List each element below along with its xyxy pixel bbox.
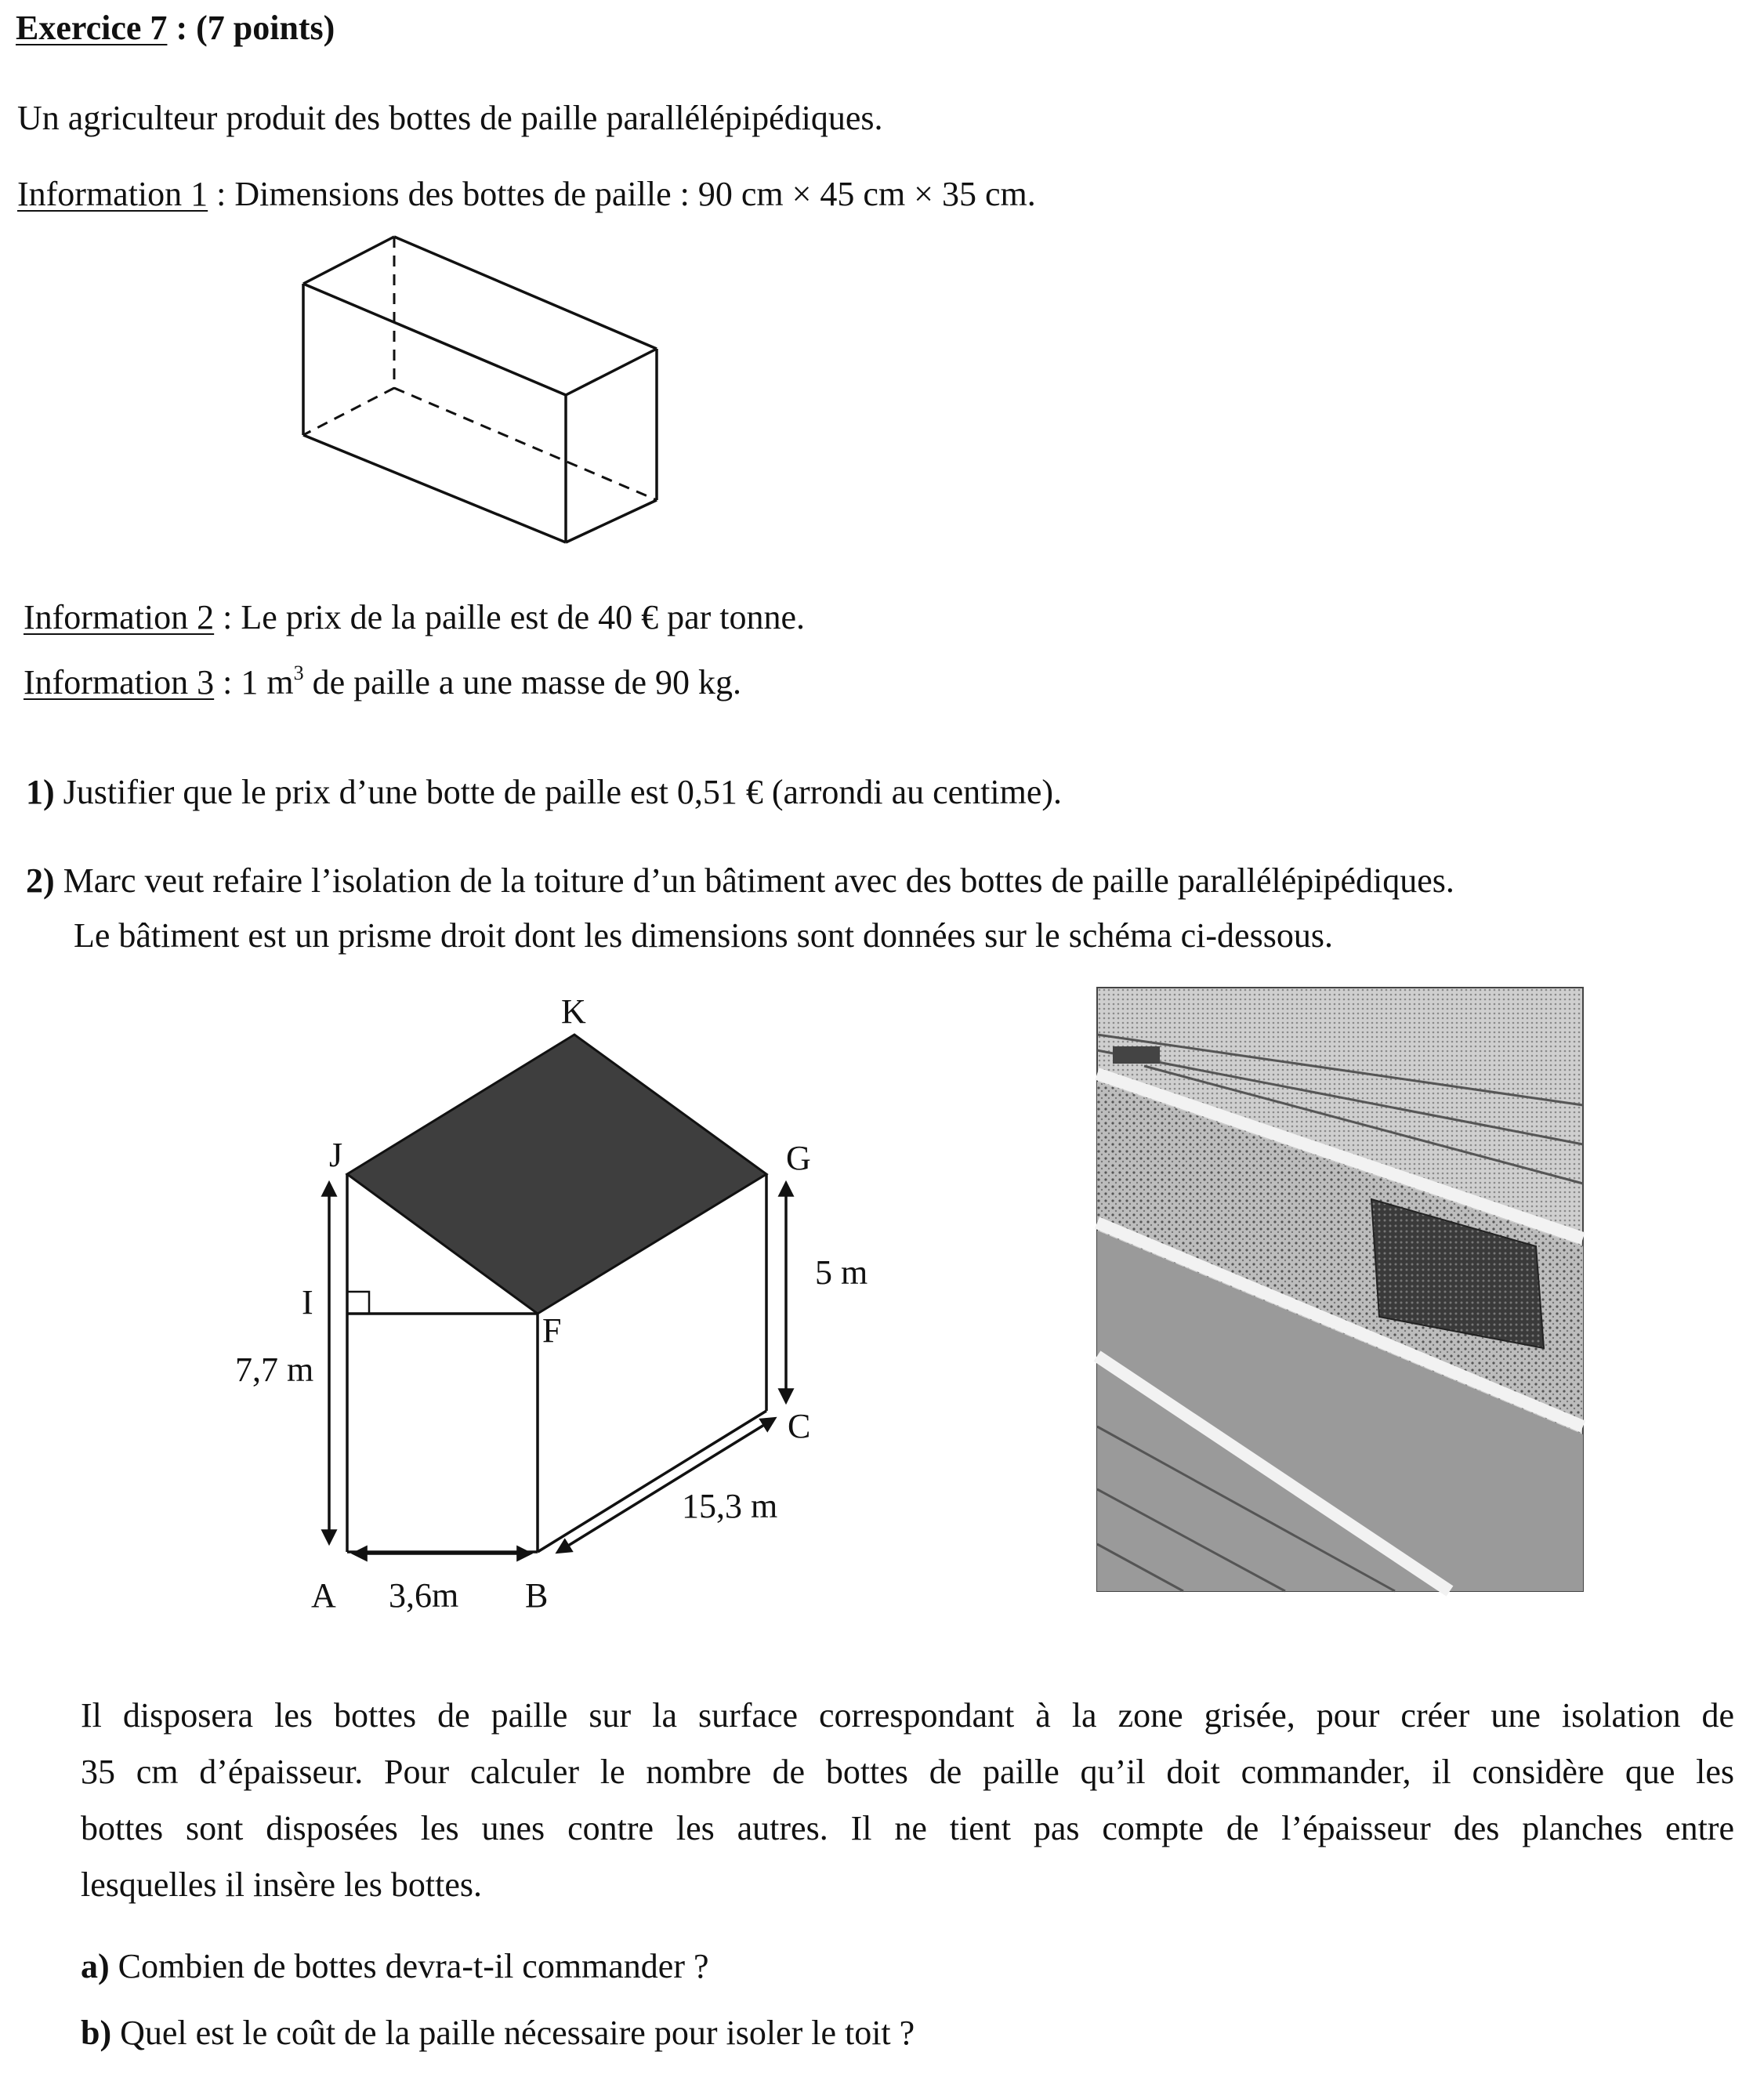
length-arrow (558, 1419, 774, 1552)
paragraph-line-4: lesquelles il insère les bottes. (81, 1865, 482, 1904)
question-a (81, 1946, 709, 1988)
point-K: K (561, 992, 586, 1031)
edge-BC (538, 1411, 766, 1552)
information-1-label: Information 1 (17, 175, 208, 213)
question-1-text: Justifier que le prix d’une botte de paille est 0,51 € (arrondi au centime). (63, 773, 1063, 811)
point-J: J (329, 1136, 343, 1174)
paragraph-line-3: bottes sont disposées les unes contre les autres. Il ne tient pas compte de l’épaisseur des planches entre (81, 1809, 1734, 1847)
question-a-text: Combien de bottes devra-t-il commander ? (118, 1947, 709, 1985)
information-3-label: Information 3 (24, 663, 215, 702)
width-label: 3,6m (389, 1576, 459, 1615)
exercise-points: : (7 points) (167, 9, 335, 47)
exercise-title: Exercice 7 (16, 9, 168, 47)
paragraph-line-2: 35 cm d’épaisseur. Pour calculer le nombre de bottes de paille qu’il doit commander, il considère que les (81, 1753, 1734, 1791)
right-angle-mark (347, 1292, 369, 1314)
wall-height-label: 5 m (815, 1253, 868, 1292)
question-a-label: a) (81, 1947, 110, 1985)
question-b-label: b) (81, 2014, 112, 2052)
point-F: F (542, 1311, 562, 1350)
point-G: G (786, 1139, 811, 1177)
information-2-label: Information 2 (24, 598, 215, 636)
intro-text: Un agriculteur produit des bottes de paille parallélépipédiques. (17, 99, 883, 137)
question-2-line-2: Le bâtiment est un prisme droit dont les dimensions sont données sur le schéma ci-dessous. (74, 916, 1333, 955)
roof-insulation-photo (1097, 988, 1583, 1591)
point-B: B (525, 1576, 549, 1615)
point-I: I (302, 1283, 313, 1321)
question-b (81, 2013, 915, 2054)
paragraph-line-1: Il disposera les bottes de paille sur la surface correspondant à la zone grisée, pour créer une isolation de (81, 1696, 1734, 1735)
question-1-number: 1) (26, 773, 55, 811)
information-2-text: : Le prix de la paille est de 40 € par tonne. (214, 598, 806, 636)
height-label: 7,7 m (235, 1350, 314, 1389)
question-2-number: 2) (26, 861, 55, 900)
length-label: 15,3 m (682, 1487, 778, 1525)
information-1-text: : Dimensions des bottes de paille : 90 cm × 45 cm × 35 cm. (208, 175, 1036, 213)
information-3: Information 3 : 1 $m^3$ de paille a une masse de 90 kg. (24, 662, 742, 702)
roof-shaded-area (347, 1035, 766, 1314)
point-A: A (311, 1576, 336, 1615)
question-b-text: Quel est le coût de la paille nécessaire pour isoler le toit ? (120, 2014, 915, 2052)
question-2-line-1: Marc veut refaire l’isolation de la toiture d’un bâtiment avec des bottes de paille parallélépipédiques. (63, 861, 1454, 900)
point-C: C (788, 1407, 811, 1445)
